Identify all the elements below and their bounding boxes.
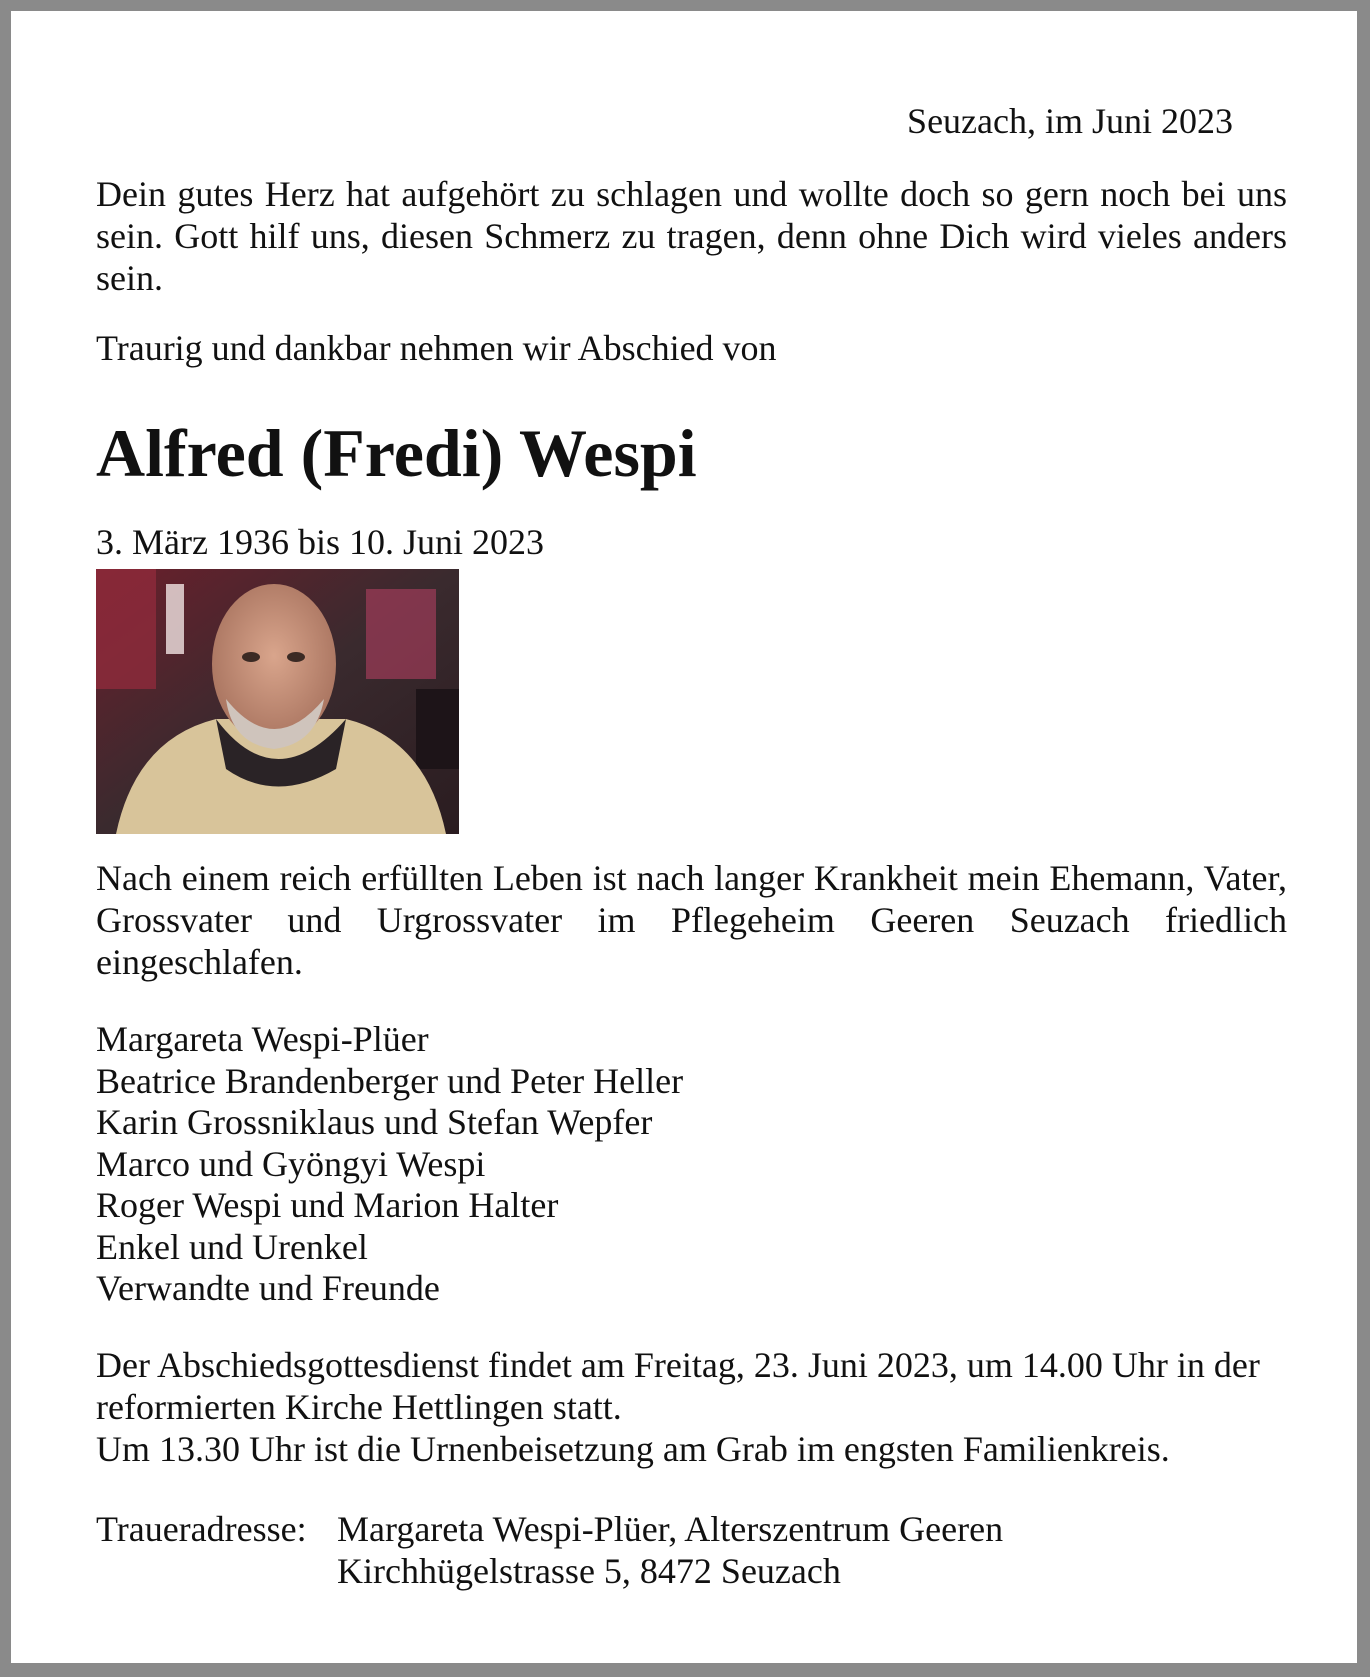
address-label: Traueradresse: bbox=[96, 1509, 307, 1549]
burial-line: Um 13.30 Uhr ist die Urnenbeisetzung am Grab im engsten Familienkreis. bbox=[96, 1429, 1170, 1469]
farewell-line: Traurig und dankbar nehmen wir Abschied von bbox=[96, 328, 777, 368]
mourner-item: Enkel und Urenkel bbox=[96, 1226, 368, 1267]
address-line-2: Kirchhügelstrasse 5, 8472 Seuzach bbox=[337, 1551, 841, 1591]
deceased-name: Alfred (Fredi) Wespi bbox=[96, 415, 697, 491]
portrait-photo bbox=[96, 569, 459, 834]
service-line: Der Abschiedsgottesdienst findet am Freitag, 23. Juni 2023, um 14.00 Uhr in der reformierten Kirche Hettlingen statt. bbox=[96, 1345, 1260, 1427]
mourner-item: Roger Wespi und Marion Halter bbox=[96, 1185, 559, 1225]
place-date: Seuzach, im Juni 2023 bbox=[907, 101, 1233, 141]
mourner-item: Beatrice Brandenberger und Peter Heller bbox=[96, 1060, 684, 1101]
intro-paragraph: Dein gutes Herz hat aufgehört zu schlagen und wollte doch so gern noch bei uns sein. Gott hilf uns, diesen Schmerz zu tragen, denn ohne Dich wird vieles anders sein. bbox=[96, 174, 1287, 298]
mourner-item: Margareta Wespi-Plüer bbox=[96, 1019, 429, 1059]
obituary-page bbox=[11, 11, 1357, 1663]
life-paragraph: Nach einem reich erfüllten Leben ist nach langer Krankheit mein Ehemann, Vater, Grossvater und Urgrossvater im Pflegeheim Geeren Seuzach friedlich eingeschlafen. bbox=[96, 858, 1287, 982]
mourner-item: Karin Grossniklaus und Stefan Wepfer bbox=[96, 1102, 653, 1142]
mourners-list bbox=[96, 1019, 1287, 1310]
mourner-item: Verwandte und Freunde bbox=[96, 1268, 440, 1308]
service-info bbox=[96, 1344, 1287, 1470]
mourner-item: Marco und Gyöngyi Wespi bbox=[96, 1143, 486, 1184]
address-line-1: Margareta Wespi-Plüer, Alterszentrum Geeren bbox=[337, 1509, 1004, 1549]
life-dates: 3. März 1936 bis 10. Juni 2023 bbox=[96, 522, 544, 562]
